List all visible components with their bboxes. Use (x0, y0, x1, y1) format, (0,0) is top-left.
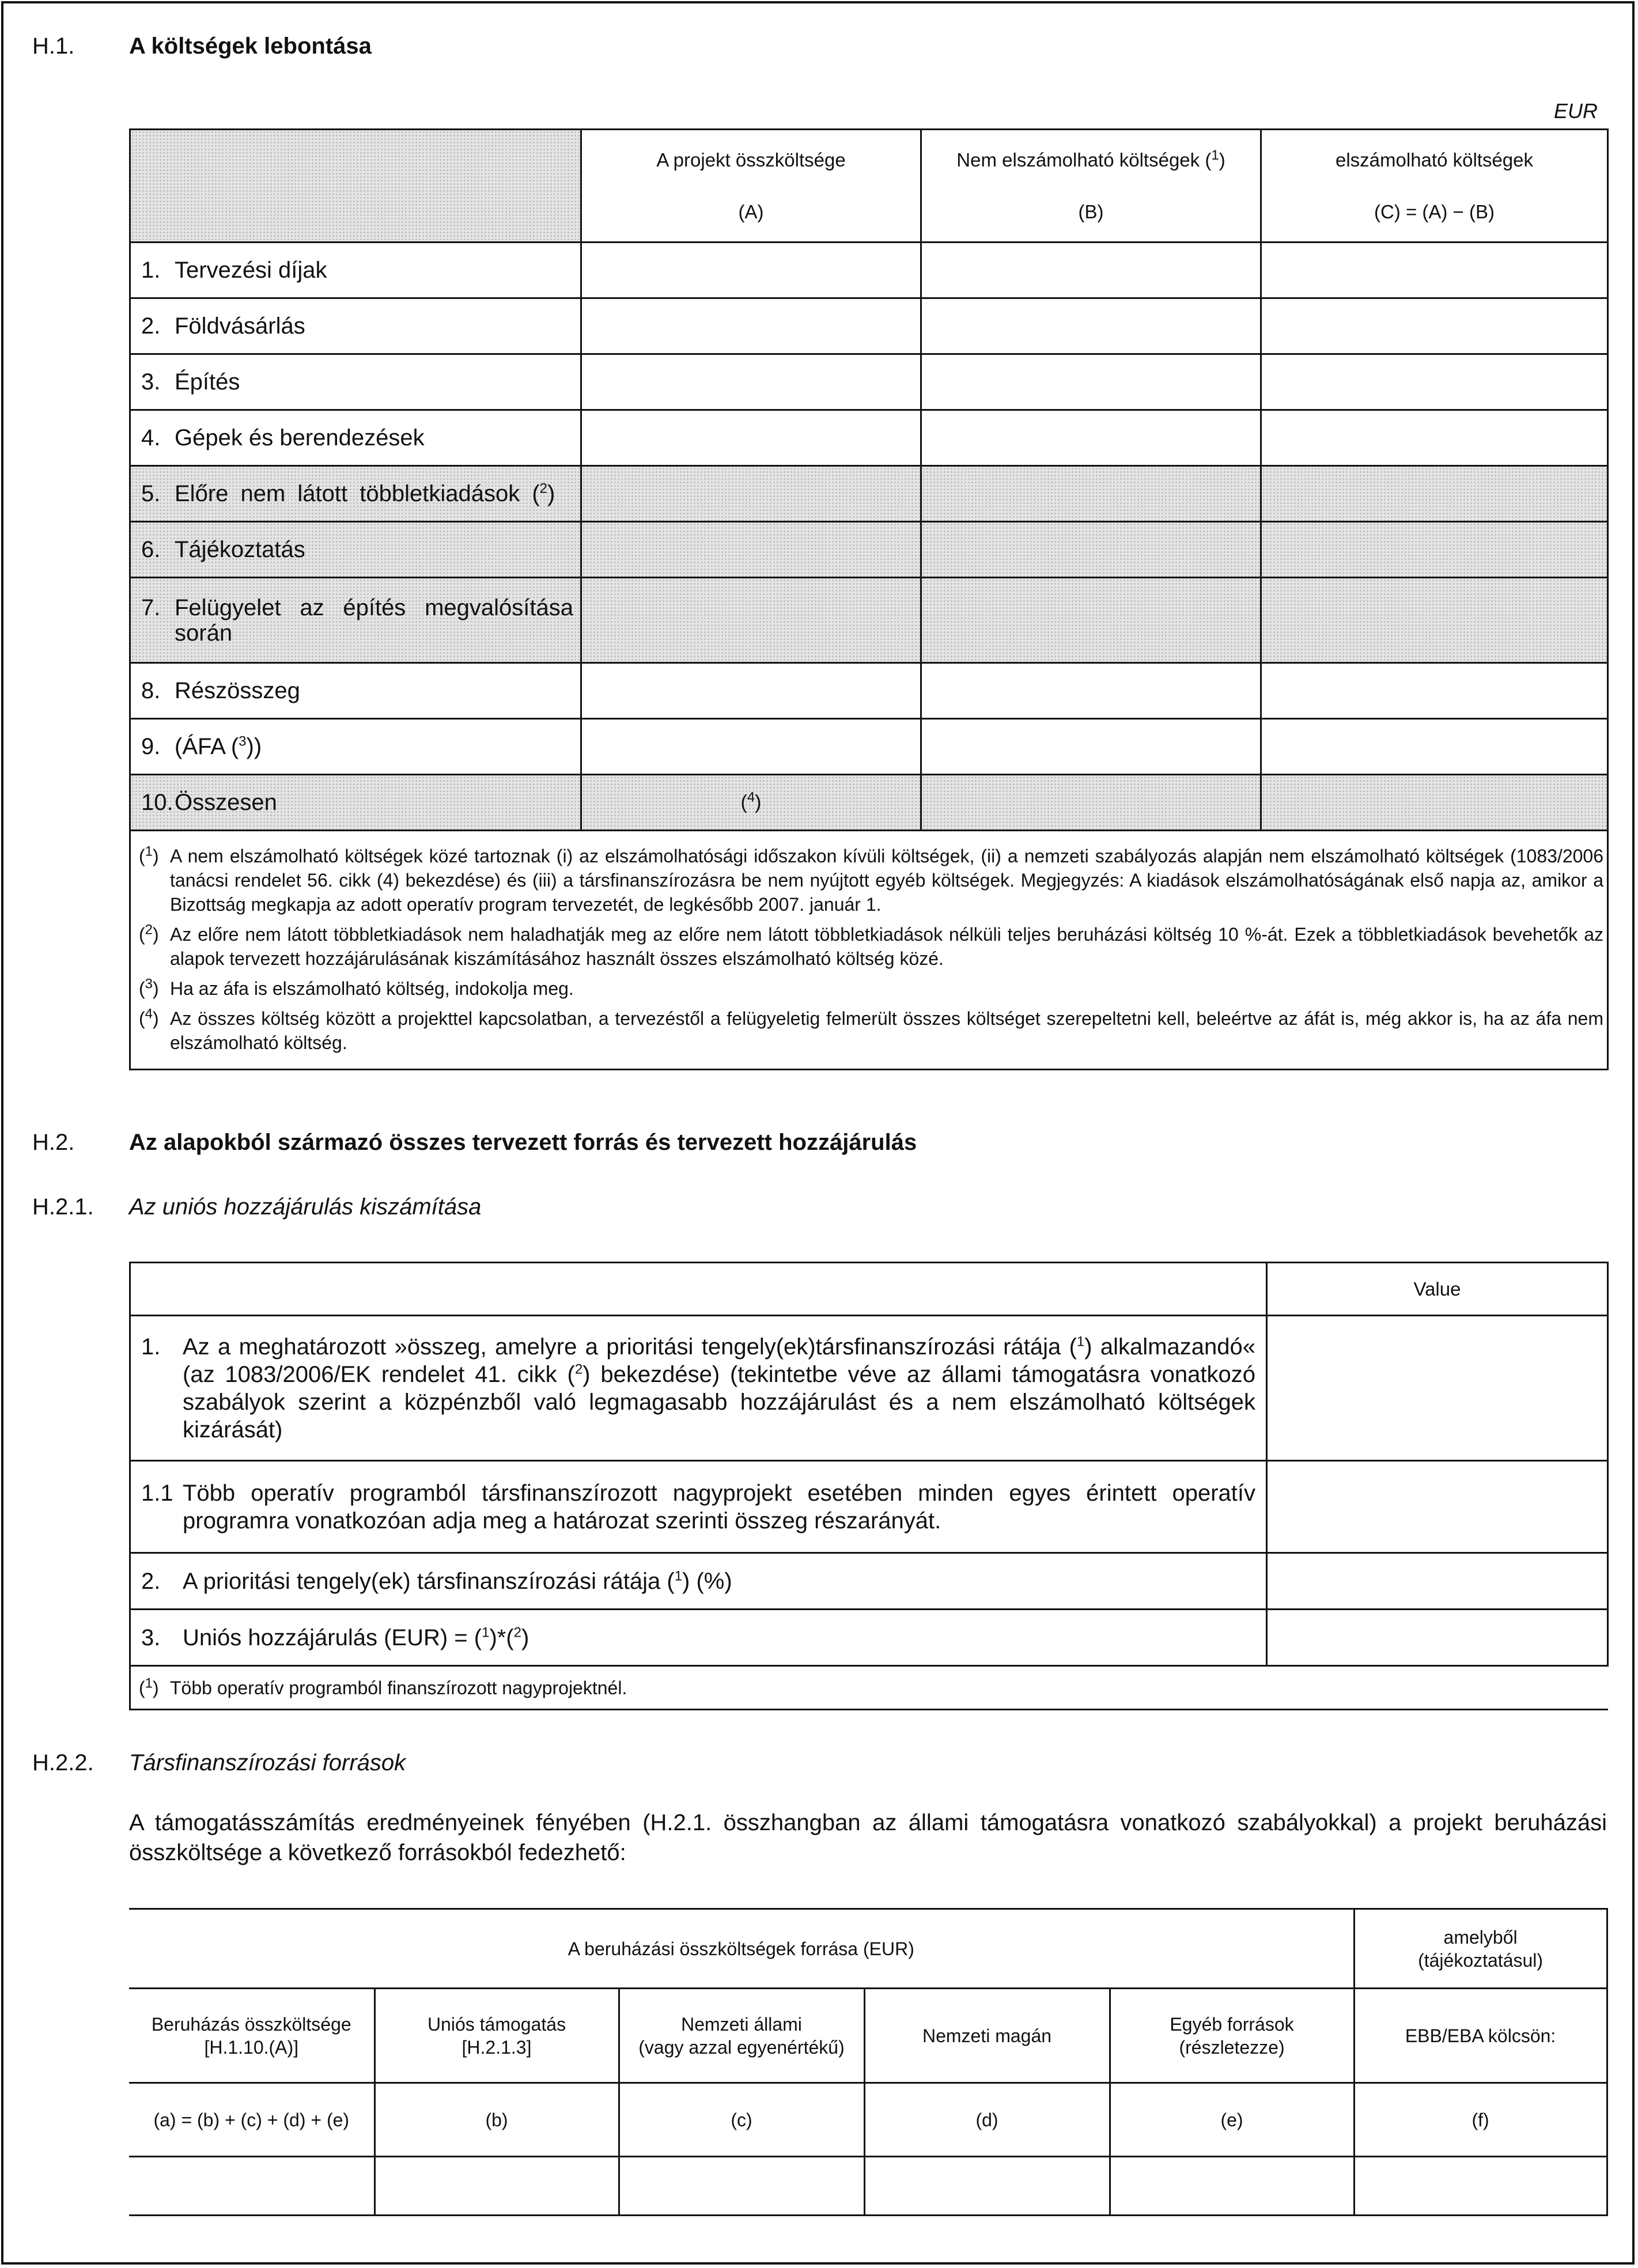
cost-row (130, 578, 1608, 663)
side-header-line2: (tájékoztatásul) (1418, 1949, 1544, 1971)
row-number: 3. (141, 1625, 161, 1650)
row-number: 9. (141, 734, 161, 759)
row-label-text: A prioritási tengely(ek) társfinanszírozási rátája ($^1$) (%) (183, 1568, 732, 1594)
footnote-text: Az előre nem látott többletkiadások nem haladhatják meg az előre nem látott többletkiadások nélküli teljes beruházási költség 10 %-át. Ezek a többletkiadások bevehetők az alapok tervezett hozzájárulásának kiszámításához használt összes elszámolható költség közé. (170, 924, 1603, 969)
contribution-rows (130, 1316, 1608, 1666)
column-header-line1: Nemzeti magán (922, 2025, 1052, 2046)
contribution-row (130, 1610, 1608, 1666)
contribution-value-cell[interactable] (1267, 1316, 1608, 1461)
cost-value-cell[interactable] (581, 298, 921, 354)
cost-row-label (130, 775, 581, 831)
cost-value-cell[interactable] (1261, 243, 1608, 298)
cost-rows (130, 243, 1608, 831)
column-header-line1: EBB/EBA kölcsön: (1405, 2025, 1556, 2046)
cost-breakdown-table (129, 128, 1609, 1070)
source-value-row (129, 2157, 1607, 2216)
cost-row (130, 775, 1608, 831)
footnote-mark: ($^4$) (139, 1006, 159, 1029)
form-page (1, 1, 1635, 2265)
cost-row (130, 466, 1608, 522)
footnote (131, 1006, 1603, 1055)
cost-row (130, 243, 1608, 298)
column-header-line1: Uniós támogatás (427, 2013, 566, 2035)
cost-value-cell[interactable] (581, 578, 921, 663)
source-column-header (374, 1989, 619, 2083)
contribution-row (130, 1316, 1608, 1461)
cost-value-cell[interactable] (1261, 466, 1608, 522)
footnote-mark: ($^1$) (139, 843, 159, 866)
cofinancing-intro: A támogatásszámítás eredményeinek fényében (H.2.1. összhangban az állami támogatásra vonatkozó szabályokkal) a projekt beruházási összköltsége a következő forrásokból fedezhető: (129, 1810, 1607, 1865)
contribution-footnote (130, 1666, 1608, 1710)
section-h22-title: Társfinanszírozási források (129, 1750, 406, 1775)
cost-row (130, 719, 1608, 775)
column-header-line1: Egyéb források (1170, 2013, 1294, 2035)
cost-value-cell[interactable] (581, 243, 921, 298)
row-number: 4. (141, 425, 161, 450)
col-header-text: Nem elszámolható költségek ($^1$) (956, 147, 1225, 171)
cost-value-cell[interactable] (581, 466, 921, 522)
row-label-text: Építés (175, 369, 240, 395)
source-value-cell[interactable] (129, 2157, 374, 2216)
row-number: 1. (141, 1334, 161, 1360)
col-header-code: (B) (1078, 200, 1104, 222)
side-header-line1: amelyből (1443, 1926, 1518, 1948)
contribution-row-label (130, 1553, 1267, 1610)
section-h1-number: H.1. (32, 33, 75, 59)
footnote-text: Az összes költség között a projekttel kapcsolatban, a tervezéstől a felügyeletig felmerült összes költséget szerepeltetni kell, beleértve az áfát is, még akkor is, ha az áfa nem elszámolható költség. (170, 1008, 1603, 1053)
footnote (131, 922, 1603, 971)
cost-value-cell[interactable] (921, 466, 1261, 522)
column-header-line1: Beruházás összköltsége (151, 2013, 351, 2035)
cost-row (130, 298, 1608, 354)
group-header: A beruházási összköltségek forrása (EUR) (129, 1909, 1354, 1989)
row-number: 2. (141, 313, 161, 339)
cost-value-cell[interactable] (581, 663, 921, 719)
row-label-text: Összesen (175, 790, 277, 815)
cofinancing-sources-table (129, 1908, 1608, 2216)
col-header-code: (C) = (A) − (B) (1374, 200, 1495, 222)
eu-contribution-table (129, 1262, 1609, 1710)
value-header: Value (1267, 1263, 1608, 1316)
row-label-text: Felügyelet az építés megvalósítása során (175, 595, 573, 646)
footnote-mark: ($^1$) (139, 1675, 159, 1698)
source-formula-cell: (b) (374, 2083, 619, 2157)
cost-row-label (130, 578, 581, 663)
footnote (131, 976, 1603, 1001)
cost-row (130, 410, 1608, 466)
row-label-text: Uniós hozzájárulás (EUR) = ($^1$)*($^2$) (183, 1625, 529, 1650)
source-column-header (864, 1989, 1110, 2083)
cost-value-cell[interactable] (1261, 410, 1608, 466)
row-label-text: Az a meghatározott »összeg, amelyre a prioritási tengely(ek)társfinanszírozási rátája ($^1$) alkalmazandó« (az 1083/2006/EK rendelet 41. cikk ($^2$) bekezdése) (tekintetbe véve az állami támogatásra vonatkozó szabályok szerint a közpénzből való legmagasabb hozzájárulást és a nem elszámolható költségek kizárását) (183, 1334, 1256, 1442)
row-number: 2. (141, 1568, 161, 1594)
column-header-line2: [H.2.1.3] (461, 2036, 532, 2058)
source-formula-cell: (a) = (b) + (c) + (d) + (e) (129, 2083, 374, 2157)
section-h21-number: H.2.1. (32, 1194, 94, 1220)
row-label-text: Földvásárlás (175, 313, 305, 339)
row-label-text: Részösszeg (175, 678, 300, 703)
row-number: 6. (141, 537, 161, 562)
contribution-value-cell[interactable] (1267, 1610, 1608, 1666)
cost-row-label (130, 466, 581, 522)
cost-value-cell[interactable] (1261, 522, 1608, 578)
column-header-line1: Nemzeti állami (681, 2013, 802, 2035)
col-header-total-cost (581, 130, 921, 243)
row-number: 10. (141, 790, 173, 815)
row-number: 1.1 (141, 1480, 173, 1506)
cost-value-cell[interactable] (921, 243, 1261, 298)
footnote-list (131, 844, 1603, 1055)
footnote-text: Több operatív programból finanszírozott nagyprojektnél. (170, 1677, 627, 1698)
cost-value-cell[interactable] (1261, 775, 1608, 831)
row-label-text: Előre nem látott többletkiadások ($^2$) (175, 480, 555, 506)
cost-row (130, 663, 1608, 719)
footnote-text: A nem elszámolható költségek közé tartoznak (i) az elszámolhatósági időszakon kívüli költségek, (ii) a nemzeti szabályozás alapján nem elszámolható költségek (1083/2006 tanácsi rendelet 56. cikk (4) bekezdése) és (iii) a társfinanszírozásra be nem nyújtott egyéb költségek. Megjegyzés: A kiadások elszámolhatóságának első napja az, amikor a Bizottság megkapja az adott operatív program tervezetét, de legkésőbb 2007. január 1. (170, 846, 1603, 915)
currency-label: EUR (1553, 99, 1598, 123)
contribution-row (130, 1461, 1608, 1553)
source-value-cell[interactable] (1354, 2157, 1607, 2216)
cost-row-label (130, 719, 581, 775)
footnote-mark: ($^2$) (139, 922, 159, 945)
row-number: 7. (141, 595, 161, 620)
source-formula-cell: (d) (864, 2083, 1110, 2157)
cost-row (130, 354, 1608, 410)
footnote (131, 844, 1603, 917)
cost-value-cell[interactable] (1261, 298, 1608, 354)
cost-row-label (130, 410, 581, 466)
source-column-header (1354, 1989, 1607, 2083)
source-value-cell[interactable] (864, 2157, 1110, 2216)
side-header (1354, 1909, 1607, 1989)
column-header-line2: (vagy azzal egyenértékű) (638, 2036, 845, 2058)
cost-value-cell[interactable] (921, 775, 1261, 831)
footnote-mark: ($^3$) (139, 976, 159, 999)
cost-value-cell[interactable] (581, 410, 921, 466)
cost-row-label (130, 522, 581, 578)
cost-row-label (130, 298, 581, 354)
cost-footnotes (130, 831, 1608, 1070)
source-value-cell[interactable] (619, 2157, 864, 2216)
contribution-row-label (130, 1461, 1267, 1553)
source-value-cell[interactable] (1110, 2157, 1354, 2216)
col-header-text: elszámolható költségek (1335, 149, 1534, 171)
section-h2-number: H.2. (32, 1130, 75, 1155)
section-h22-number: H.2.2. (32, 1750, 94, 1775)
row-number: 5. (141, 481, 161, 506)
row-label-text: (ÁFA ($^3$)) (175, 733, 262, 759)
cost-value-cell[interactable] (581, 719, 921, 775)
source-column-header (129, 1989, 374, 2083)
row-label-text: Gépek és berendezések (175, 425, 425, 450)
column-header-line2: [H.1.10.(A)] (204, 2036, 299, 2058)
source-value-cell[interactable] (374, 2157, 619, 2216)
column-header-line2: (részletezze) (1179, 2036, 1285, 2058)
source-formula-row (129, 2083, 1607, 2157)
contribution-value-cell[interactable] (1267, 1553, 1608, 1610)
cost-value-cell[interactable] (581, 522, 921, 578)
row-number: 1. (141, 258, 161, 283)
row-label-text: Több operatív programból társfinanszírozott nagyprojekt esetében minden egyes érintett operatív programra vonatkozóan adja meg a határozat szerinti összeg részarányát. (183, 1480, 1255, 1534)
contribution-row (130, 1553, 1608, 1610)
cost-value-cell[interactable] (921, 298, 1261, 354)
contribution-value-cell[interactable] (1267, 1461, 1608, 1553)
cost-value-cell[interactable] (921, 578, 1261, 663)
cost-row (130, 522, 1608, 578)
source-formula-cell: (e) (1110, 2083, 1354, 2157)
source-column-header (619, 1989, 864, 2083)
cost-value-cell[interactable] (921, 354, 1261, 410)
row-number: 8. (141, 678, 161, 703)
source-column-header (1110, 1989, 1354, 2083)
row-label-text: Tájékoztatás (175, 537, 305, 562)
header-corner-cell (130, 130, 581, 243)
cost-value-cell[interactable] (1261, 578, 1608, 663)
contribution-row-label (130, 1610, 1267, 1666)
source-column-headers (129, 1989, 1607, 2083)
section-h21-title: Az uniós hozzájárulás kiszámítása (129, 1194, 482, 1220)
cost-value-cell[interactable] (1261, 663, 1608, 719)
row-label-text: Tervezési díjak (175, 258, 327, 283)
cost-value-cell[interactable]: ($^4$) (581, 775, 921, 831)
cost-value-cell[interactable] (921, 522, 1261, 578)
footnote-text: Ha az áfa is elszámolható költség, indokolja meg. (170, 978, 574, 999)
col-header-text: A projekt összköltsége (656, 149, 846, 171)
cost-row-label (130, 663, 581, 719)
section-h1-title: A költségek lebontása (129, 33, 372, 59)
cost-value-cell[interactable] (1261, 354, 1608, 410)
cost-value-cell[interactable] (921, 719, 1261, 775)
cost-row-label (130, 243, 581, 298)
col-header-code: (A) (738, 200, 764, 222)
source-formula-cell: (f) (1354, 2083, 1607, 2157)
cost-value-cell[interactable] (581, 354, 921, 410)
cost-value-cell[interactable] (921, 410, 1261, 466)
source-formula-cell: (c) (619, 2083, 864, 2157)
contribution-row-label (130, 1316, 1267, 1461)
label-header-cell (130, 1263, 1267, 1316)
section-h2-title: Az alapokból származó összes tervezett forrás és tervezett hozzájárulás (129, 1130, 917, 1155)
col-header-non-eligible (921, 130, 1261, 243)
cost-value-cell[interactable] (1261, 719, 1608, 775)
col-header-eligible (1261, 130, 1608, 243)
row-number: 3. (141, 369, 161, 395)
cost-value-cell[interactable] (921, 663, 1261, 719)
cost-row-label (130, 354, 581, 410)
